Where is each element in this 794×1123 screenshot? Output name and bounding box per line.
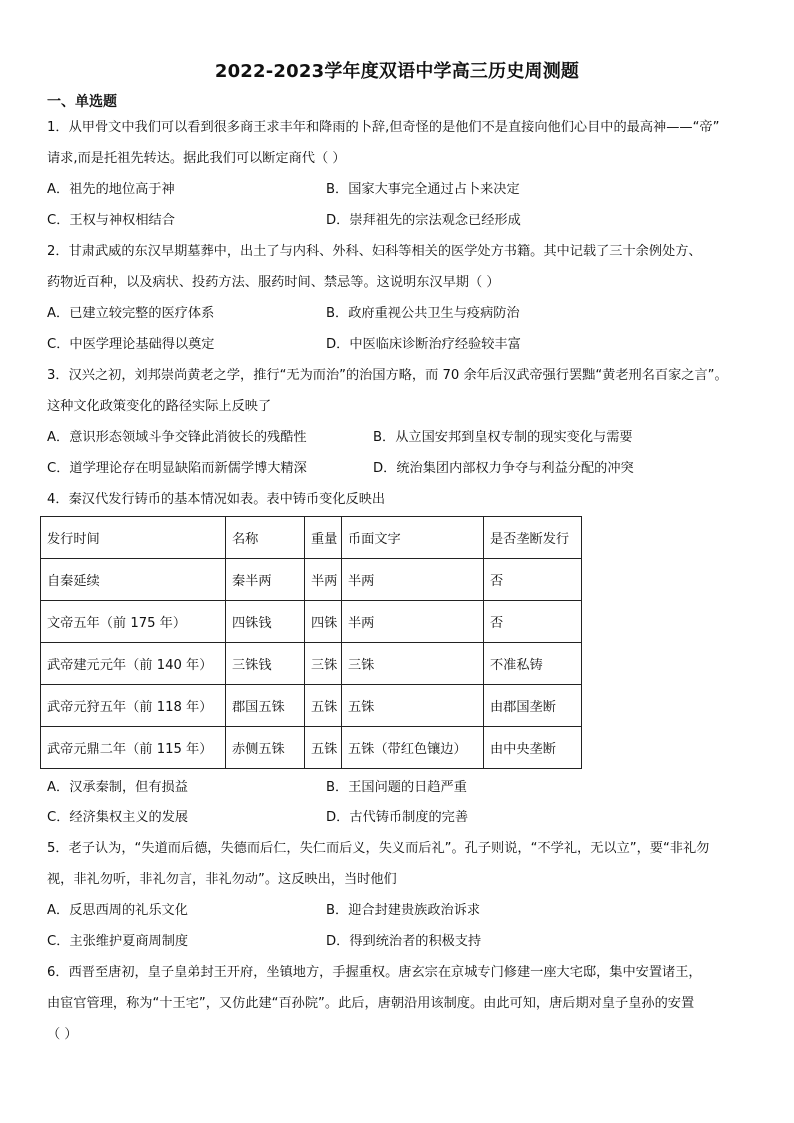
question-2-option-d: D．中医临床诊断治疗经验较丰富 xyxy=(326,337,521,352)
coin-table xyxy=(40,516,582,769)
table-cell: 三铢 xyxy=(342,643,484,685)
table-header-cell: 重量 xyxy=(305,517,342,559)
table-cell: 不准私铸 xyxy=(484,643,582,685)
section-heading: 一、单选题 xyxy=(47,94,117,110)
table-row xyxy=(41,601,582,643)
table-cell: 武帝建元元年（前 140 年） xyxy=(41,643,226,685)
question-1-option-d: D．崇拜祖先的宗法观念已经形成 xyxy=(326,213,521,228)
question-5-option-b: B．迎合封建贵族政治诉求 xyxy=(326,903,481,918)
question-4-option-a: A．汉承秦制，但有损益 xyxy=(47,780,188,795)
question-6-line-2: 由宦官管理，称为“十王宅”，又仿此建“百孙院”。此后，唐朝沿用该制度。由此可知，唐后期对皇子皇孙的安置 xyxy=(47,996,695,1011)
table-cell: 自秦延续 xyxy=(41,559,226,601)
table-cell: 五铢 xyxy=(305,685,342,727)
table-cell: 郡国五铢 xyxy=(226,685,305,727)
question-4-line-1: 4．秦汉代发行铸币的基本情况如表。表中铸币变化反映出 xyxy=(47,492,386,507)
table-header-cell: 名称 xyxy=(226,517,305,559)
question-3-line-1: 3．汉兴之初，刘邦崇尚黄老之学，推行“无为而治”的治国方略，而 70 余年后汉武帝强行罢黜“黄老刑名百家之言”。 xyxy=(47,368,728,383)
table-cell: 半两 xyxy=(342,559,484,601)
question-6-line-3: （ ） xyxy=(47,1027,78,1042)
table-cell: 秦半两 xyxy=(226,559,305,601)
table-cell: 否 xyxy=(484,559,582,601)
question-2-line-1: 2．甘肃武威的东汉早期墓葬中，出土了与内科、外科、妇科等相关的医学处方书籍。其中记载了三十余例处方、 xyxy=(47,244,702,259)
question-6-line-1: 6．西晋至唐初，皇子皇弟封王开府，坐镇地方，手握重权。唐玄宗在京城专门修建一座大宅邸，集中安置诸王， xyxy=(47,965,702,980)
question-3-option-b: B．从立国安邦到皇权专制的现实变化与需要 xyxy=(373,430,633,445)
table-row xyxy=(41,559,582,601)
question-5-option-a: A．反思西周的礼乐文化 xyxy=(47,903,188,918)
table-row xyxy=(41,685,582,727)
question-5-line-1: 5．老子认为，“失道而后德，失德而后仁，失仁而后义，失义而后礼”。孔子则说，“不学礼，无以立”，要“非礼勿 xyxy=(47,841,710,856)
question-2-option-a: A．已建立较完整的医疗体系 xyxy=(47,306,215,321)
question-1-option-c: C．王权与神权相结合 xyxy=(47,213,175,228)
table-cell: 武帝元鼎二年（前 115 年） xyxy=(41,727,226,769)
question-2-line-2: 药物近百种，以及病状、投药方法、服药时间、禁忌等。这说明东汉早期（ ） xyxy=(47,275,500,290)
question-1-option-a: A．祖先的地位高于神 xyxy=(47,182,175,197)
table-cell: 武帝元狩五年（前 118 年） xyxy=(41,685,226,727)
table-cell: 半两 xyxy=(342,601,484,643)
table-cell: 半两 xyxy=(305,559,342,601)
table-row xyxy=(41,727,582,769)
table-cell: 三铢钱 xyxy=(226,643,305,685)
question-3-line-2: 这种文化政策变化的路径实际上反映了 xyxy=(47,399,272,414)
question-2-option-c: C．中医学理论基础得以奠定 xyxy=(47,337,215,352)
table-cell: 五铢（带红色镶边） xyxy=(342,727,484,769)
table-cell: 五铢 xyxy=(342,685,484,727)
table-row xyxy=(41,643,582,685)
question-4-option-b: B．王国问题的日趋严重 xyxy=(326,780,467,795)
table-cell: 赤侧五铢 xyxy=(226,727,305,769)
question-1-line-2: 请求,而是托祖先转达。据此我们可以断定商代（ ） xyxy=(47,151,346,166)
question-4-option-c: C．经济集权主义的发展 xyxy=(47,810,189,825)
table-cell: 由中央垄断 xyxy=(484,727,582,769)
table-cell: 否 xyxy=(484,601,582,643)
table-header-row xyxy=(41,517,582,559)
table-header-cell: 是否垄断发行 xyxy=(484,517,582,559)
table-cell: 五铢 xyxy=(305,727,342,769)
table-cell: 四铢 xyxy=(305,601,342,643)
question-2-option-b: B．政府重视公共卫生与疫病防治 xyxy=(326,306,520,321)
table-header-cell: 发行时间 xyxy=(41,517,226,559)
question-5-option-c: C．主张维护夏商周制度 xyxy=(47,934,189,949)
page-title: 2022-2023学年度双语中学高三历史周测题 xyxy=(214,61,580,82)
question-1-line-1: 1．从甲骨文中我们可以看到很多商王求丰年和降雨的卜辞,但奇怪的是他们不是直接向他们心目中的最高神——“帝” xyxy=(47,120,720,135)
question-3-option-d: D．统治集团内部权力争夺与利益分配的冲突 xyxy=(373,461,634,476)
question-4-option-d: D．古代铸币制度的完善 xyxy=(326,810,469,825)
question-1-option-b: B．国家大事完全通过占卜来决定 xyxy=(326,182,520,197)
table-cell: 四铢钱 xyxy=(226,601,305,643)
question-3-option-a: A．意识形态领域斗争交锋此消彼长的残酷性 xyxy=(47,430,307,445)
table-cell: 文帝五年（前 175 年） xyxy=(41,601,226,643)
question-3-option-c: C．道学理论存在明显缺陷而新儒学博大精深 xyxy=(47,461,307,476)
question-5-line-2: 视，非礼勿听，非礼勿言，非礼勿动”。这反映出，当时他们 xyxy=(47,872,397,887)
question-5-option-d: D．得到统治者的积极支持 xyxy=(326,934,482,949)
table-cell: 三铢 xyxy=(305,643,342,685)
table-cell: 由郡国垄断 xyxy=(484,685,582,727)
table-header-cell: 币面文字 xyxy=(342,517,484,559)
